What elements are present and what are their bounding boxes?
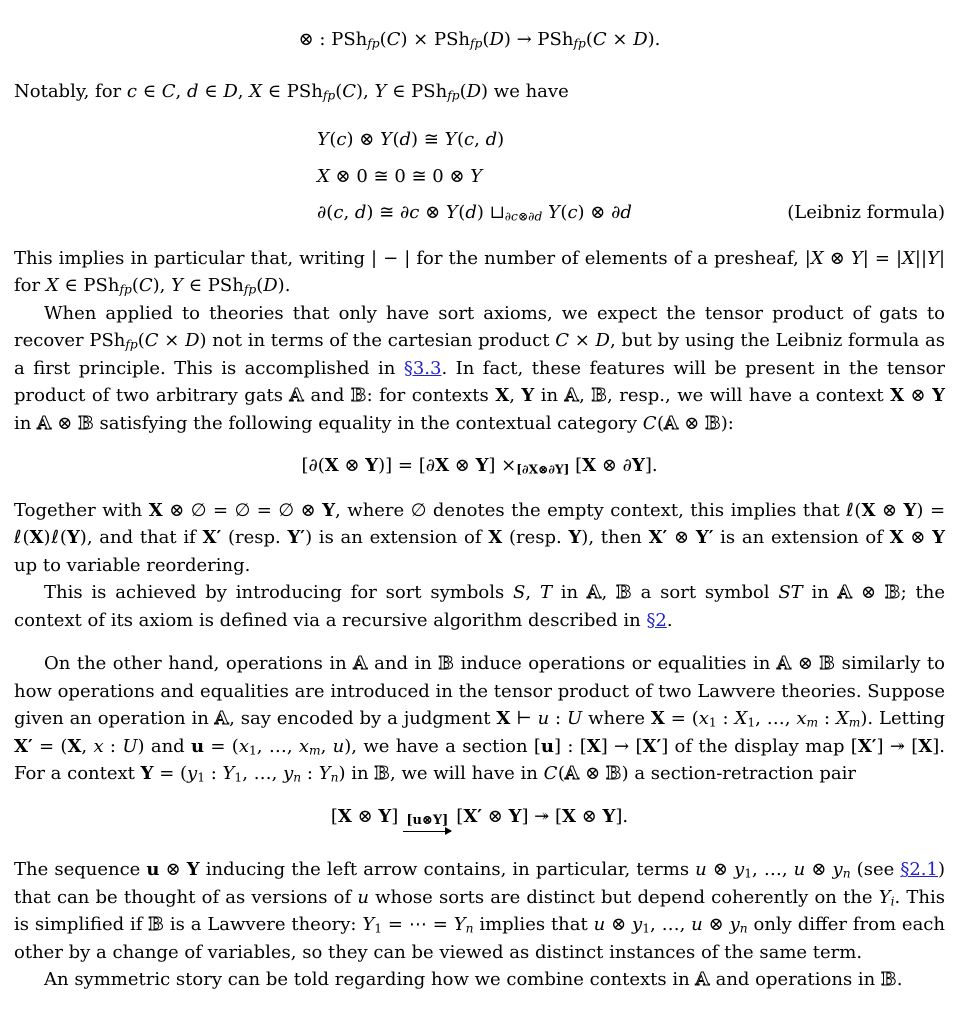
math-segment: ST bbox=[778, 582, 803, 603]
equation-left-term: [X ⊗ Y] bbox=[330, 805, 399, 827]
math-segment: X′ bbox=[463, 805, 483, 827]
equation-group-leibniz bbox=[14, 126, 945, 227]
arrow-label bbox=[406, 814, 448, 829]
math-segment: x bbox=[238, 735, 249, 757]
math-segment: 1 bbox=[374, 921, 383, 936]
math-segment: X bbox=[582, 455, 597, 476]
math-segment: A bbox=[214, 708, 230, 729]
math-segment: X bbox=[810, 247, 824, 269]
math-segment: c bbox=[409, 202, 420, 223]
math-segment: X bbox=[317, 165, 330, 187]
math-segment: d bbox=[620, 202, 632, 223]
equation-body: Y(c) ⊗ Y(d) ≅ Y(c, d) bbox=[317, 129, 505, 150]
math-segment: m bbox=[848, 715, 861, 730]
math-segment: D bbox=[633, 29, 648, 50]
math-segment: fp bbox=[125, 337, 138, 352]
math-segment: n bbox=[293, 770, 302, 785]
math-segment: Y bbox=[568, 527, 582, 548]
math-segment: y bbox=[632, 914, 643, 936]
math-segment: B bbox=[705, 412, 721, 434]
math-segment: X bbox=[562, 805, 576, 827]
math-segment: 1 bbox=[197, 770, 206, 785]
math-segment: Y bbox=[444, 129, 457, 150]
math-segment: A bbox=[664, 412, 679, 434]
math-segment: x bbox=[796, 708, 807, 729]
math-segment: Y bbox=[878, 886, 891, 908]
math-segment: m bbox=[806, 715, 819, 730]
math-segment: Y bbox=[171, 275, 184, 296]
math-segment: Y bbox=[631, 455, 645, 476]
math-segment: C bbox=[161, 80, 176, 102]
math-segment: [∂X⊗∂Y] bbox=[516, 462, 570, 477]
math-segment: y bbox=[729, 914, 740, 936]
math-segment: Y bbox=[508, 805, 522, 827]
math-segment: B bbox=[884, 582, 901, 603]
math-segment: Y bbox=[475, 455, 489, 476]
math-segment: X bbox=[249, 80, 263, 102]
math-segment: Y bbox=[445, 202, 459, 223]
math-segment: X bbox=[496, 708, 511, 729]
paragraph-when-applied: When applied to theories that only have sort axioms, we expect the tensor product of gats to recover PShfp(C × D) not in terms of the cartesian product C × D, but by using the Leibniz formula as a first principle. This is accomplished in §3.3. In fact, these features will be present in the tensor product of two arbitrary gats A and B: for contexts X, Y in A, B, resp., we will have a context X ⊗ Y in A ⊗ B satisfying the following equality in the contextual category C(A ⊗ B): bbox=[14, 302, 946, 434]
math-segment: B bbox=[616, 582, 632, 603]
math-segment: Y bbox=[374, 80, 387, 102]
math-segment: 1 bbox=[234, 770, 243, 785]
link-section-2[interactable]: §2 bbox=[646, 609, 667, 631]
math-segment: X bbox=[495, 385, 510, 406]
math-segment: A bbox=[776, 653, 792, 674]
display-equation-section-retraction bbox=[14, 803, 945, 840]
math-segment: u bbox=[537, 708, 550, 729]
paragraph-the-sequence: The sequence u ⊗ Y inducing the left arrow contains, in particular, terms u ⊗ y1, …, u ⊗ yn (see §2.1) that can be thought of as versions of u whose sorts are distinct but depend coherently on the Yi. This is simplified if B is a Lawvere theory: Y1 = ⋯ = Yn implies that u ⊗ y1, …, u ⊗ yn only differ from each other by a change of variables, so they can be viewed as distinct instances of the same term. bbox=[14, 859, 946, 963]
math-segment: u bbox=[146, 859, 160, 881]
math-segment: c bbox=[464, 129, 475, 150]
math-segment: n bbox=[330, 770, 339, 785]
math-segment: X′ bbox=[14, 735, 33, 757]
math-segment: fp bbox=[573, 36, 586, 51]
math-segment: y bbox=[734, 859, 745, 881]
math-segment: u bbox=[593, 914, 606, 936]
math-segment: X bbox=[586, 735, 601, 757]
math-segment: D bbox=[595, 330, 610, 351]
math-segment: u bbox=[540, 735, 555, 757]
math-segment: u bbox=[332, 735, 345, 757]
math-segment: n bbox=[842, 866, 851, 881]
math-segment: C bbox=[543, 763, 558, 784]
math-segment: fp bbox=[367, 36, 380, 51]
math-segment: Y′ bbox=[695, 527, 714, 548]
math-segment: A bbox=[587, 582, 602, 603]
math-segment: y bbox=[832, 859, 843, 881]
math-segment: Y bbox=[932, 385, 945, 406]
paragraph-on-the-other-hand: On the other hand, operations in A and in B induce operations or equalities in A ⊗ B similarly to how operations and equalities are introduced in the tensor product of two Lawvere theories. Suppose given an operation in A, say encoded by a judgment X ⊢ u : U where X = (x1 : X1, …, xm : Xm). Letting X′ = (X, x : U) and u = (x1, …, xm, u), we have a section [u] : [X] → [X′] of the display map [X′] ↠ [X]. For a context Y = (y1 : Y1, …, yn : Yn) in B, we will have in C(A ⊗ B) a section-retraction pair bbox=[14, 653, 946, 785]
math-segment: D bbox=[489, 29, 504, 50]
math-segment: c bbox=[333, 202, 344, 223]
math-segment: fp bbox=[119, 282, 132, 297]
math-segment: Y bbox=[470, 165, 483, 187]
math-segment: X bbox=[835, 708, 849, 729]
math-segment: u bbox=[793, 859, 806, 881]
math-segment: c bbox=[126, 80, 137, 102]
math-segment: B bbox=[591, 385, 608, 406]
math-segment: x bbox=[698, 708, 709, 729]
math-segment: A bbox=[353, 653, 368, 674]
math-segment: D bbox=[263, 275, 278, 296]
math-segment: Y bbox=[927, 247, 939, 269]
math-segment: X bbox=[890, 385, 905, 406]
math-segment: X bbox=[889, 527, 904, 548]
math-segment: X bbox=[902, 247, 915, 269]
math-segment: A bbox=[837, 582, 853, 603]
math-segment: m bbox=[309, 743, 321, 758]
math-segment: B bbox=[819, 653, 836, 674]
math-segment: T bbox=[539, 582, 552, 603]
math-segment: X bbox=[67, 735, 82, 757]
math-segment: C bbox=[386, 29, 401, 50]
paragraph-symmetric-story: An symmetric story can be told regarding how we combine contexts in A and operations in B. bbox=[44, 969, 903, 991]
math-segment: Y bbox=[66, 527, 80, 548]
math-segment: d bbox=[485, 129, 498, 150]
math-segment: Y bbox=[453, 914, 466, 936]
math-segment: u bbox=[691, 914, 703, 936]
math-segment: D bbox=[185, 330, 200, 351]
math-segment: y bbox=[283, 763, 294, 784]
math-segment: Y bbox=[932, 527, 945, 548]
math-segment: X bbox=[45, 275, 59, 296]
math-segment: X′ bbox=[857, 735, 877, 757]
math-segment: D bbox=[466, 80, 482, 102]
math-segment: x bbox=[93, 735, 104, 757]
math-segment: fp bbox=[447, 88, 460, 103]
math-segment: B bbox=[148, 914, 164, 936]
math-segment: C bbox=[138, 275, 153, 296]
math-segment: 1 bbox=[248, 743, 257, 758]
math-segment: A bbox=[695, 969, 710, 991]
math-segment: Y′ bbox=[287, 527, 306, 548]
math-segment: Y bbox=[140, 763, 154, 784]
math-segment: D bbox=[223, 80, 238, 102]
math-segment: X bbox=[435, 455, 450, 476]
equation-right-terms: [X′ ⊗ Y] ↠ [X ⊗ Y]. bbox=[456, 805, 629, 827]
math-segment: U bbox=[567, 708, 583, 729]
long-right-arrow-icon bbox=[403, 831, 451, 833]
math-segment: fp bbox=[243, 282, 257, 297]
math-segment: X bbox=[324, 455, 339, 476]
math-segment: x bbox=[298, 735, 310, 757]
link-section-3-3[interactable]: §3.3 bbox=[403, 357, 442, 379]
math-segment: Y bbox=[317, 129, 330, 150]
paragraph-together-with: Together with X ⊗ ∅ = ∅ = ∅ ⊗ Y, where ∅ denotes the empty context, this implies that ℓ(X ⊗ Y) = ℓ(X)ℓ(Y), and that if X′ (resp. Y′) is an extension of X (resp. Y), then X′ ⊗ Y′ is an extension of X ⊗ Y up to variable reordering. bbox=[14, 499, 946, 576]
math-segment: Y bbox=[186, 859, 200, 881]
math-segment: X bbox=[861, 499, 876, 521]
math-segment: C bbox=[342, 80, 357, 102]
math-segment: Y bbox=[850, 247, 863, 269]
math-segment: Y bbox=[362, 914, 375, 936]
math-segment: Y bbox=[365, 455, 379, 476]
math-segment: Y bbox=[380, 129, 393, 150]
equation-tag-leibniz: (Leibniz formula) bbox=[787, 202, 945, 223]
math-segment: n bbox=[739, 921, 748, 936]
math-segment: 1 bbox=[708, 715, 717, 730]
math-segment: X′ bbox=[202, 527, 222, 548]
equation-body: X ⊗ 0 ≅ 0 ≅ 0 ⊗ Y bbox=[317, 165, 483, 187]
paragraph-sort-symbols: This is achieved by introducing for sort symbols S, T in A, B a sort symbol ST in A ⊗ B; the context of its axiom is defined via a recursive algorithm described in §2. bbox=[14, 582, 946, 631]
math-segment: Y bbox=[602, 805, 616, 827]
math-segment: u bbox=[191, 735, 205, 757]
math-segment: S bbox=[513, 582, 526, 603]
math-segment: X bbox=[650, 708, 665, 729]
equation-body: ∂(c, d) ≅ ∂c ⊗ Y(d) ⊔∂c⊗∂d Y(c) ⊗ ∂d bbox=[317, 202, 632, 224]
math-segment: [u⊗Y] bbox=[406, 812, 449, 828]
paragraph-cardinality: This implies in particular that, writing | − | for the number of elements of a presheaf, |X ⊗ Y| = |X||Y| for X ∈ PShfp(C), Y ∈ PShfp(D). bbox=[14, 247, 946, 297]
math-segment: Y bbox=[318, 763, 331, 784]
math-segment: A bbox=[289, 385, 304, 406]
math-segment: B bbox=[78, 412, 94, 434]
equation-yoneda-tensor bbox=[317, 126, 945, 154]
vertical-space bbox=[14, 105, 945, 126]
math-segment: U bbox=[122, 735, 138, 757]
math-segment: Y bbox=[222, 763, 235, 784]
math-segment: C bbox=[642, 412, 658, 434]
math-segment: B bbox=[438, 653, 455, 674]
math-segment: X bbox=[337, 805, 352, 827]
math-segment: X bbox=[734, 708, 748, 729]
math-segment: c bbox=[567, 202, 578, 223]
paragraph-notably: Notably, for c ∈ C, d ∈ D, X ∈ PShfp(C), Y ∈ PShfp(D) we have bbox=[14, 80, 569, 103]
math-segment: B bbox=[605, 763, 622, 784]
math-segment: y bbox=[187, 763, 198, 784]
math-segment: u bbox=[695, 859, 707, 881]
equation-leibniz-formula bbox=[317, 199, 945, 227]
math-segment: u bbox=[357, 886, 369, 908]
link-section-2-1[interactable]: §2.1 bbox=[900, 859, 938, 881]
math-segment: C bbox=[144, 330, 159, 351]
math-segment: X bbox=[29, 527, 44, 548]
math-segment: Y bbox=[322, 499, 336, 521]
math-segment: 1 bbox=[744, 866, 753, 881]
math-segment: fp bbox=[322, 88, 336, 103]
math-segment: fp bbox=[470, 36, 483, 51]
math-segment: C bbox=[555, 330, 569, 351]
math-segment: c bbox=[336, 129, 347, 150]
math-segment: B bbox=[350, 385, 367, 406]
math-segment: i bbox=[890, 894, 895, 909]
math-segment: B bbox=[880, 969, 897, 991]
math-segment: A bbox=[37, 412, 52, 434]
math-segment: C bbox=[592, 29, 607, 50]
math-segment: Y bbox=[378, 805, 392, 827]
math-segment: X bbox=[918, 735, 933, 757]
equation-zero-tensor bbox=[317, 163, 945, 191]
math-segment: d bbox=[465, 202, 477, 223]
math-segment: n bbox=[465, 921, 474, 936]
labeled-arrow bbox=[403, 814, 451, 840]
math-segment: d bbox=[187, 80, 199, 102]
math-segment: X′ bbox=[642, 735, 662, 757]
math-segment: B bbox=[374, 763, 391, 784]
math-segment: X bbox=[148, 499, 163, 521]
math-segment: 1 bbox=[642, 921, 650, 936]
math-segment: d bbox=[354, 202, 367, 223]
math-segment: d bbox=[399, 129, 412, 150]
math-segment: A bbox=[564, 763, 580, 784]
display-equation-tensor-functor: ⊗ : PShfp(C) × PShfp(D) → PShfp(C × D). bbox=[298, 29, 661, 51]
math-segment: 1 bbox=[747, 715, 756, 730]
math-segment: A bbox=[564, 385, 580, 406]
math-segment: Y bbox=[521, 385, 535, 406]
math-segment: ∂c⊗∂d bbox=[504, 209, 543, 224]
math-segment: X bbox=[488, 527, 503, 548]
math-segment: Y bbox=[903, 499, 917, 521]
display-equation-pullback: [∂(X ⊗ Y)] = [∂X ⊗ Y] ×[∂X⊗∂Y] [X ⊗ ∂Y]. bbox=[301, 455, 658, 477]
math-segment: X′ bbox=[648, 527, 668, 548]
math-segment: Y bbox=[548, 202, 561, 223]
